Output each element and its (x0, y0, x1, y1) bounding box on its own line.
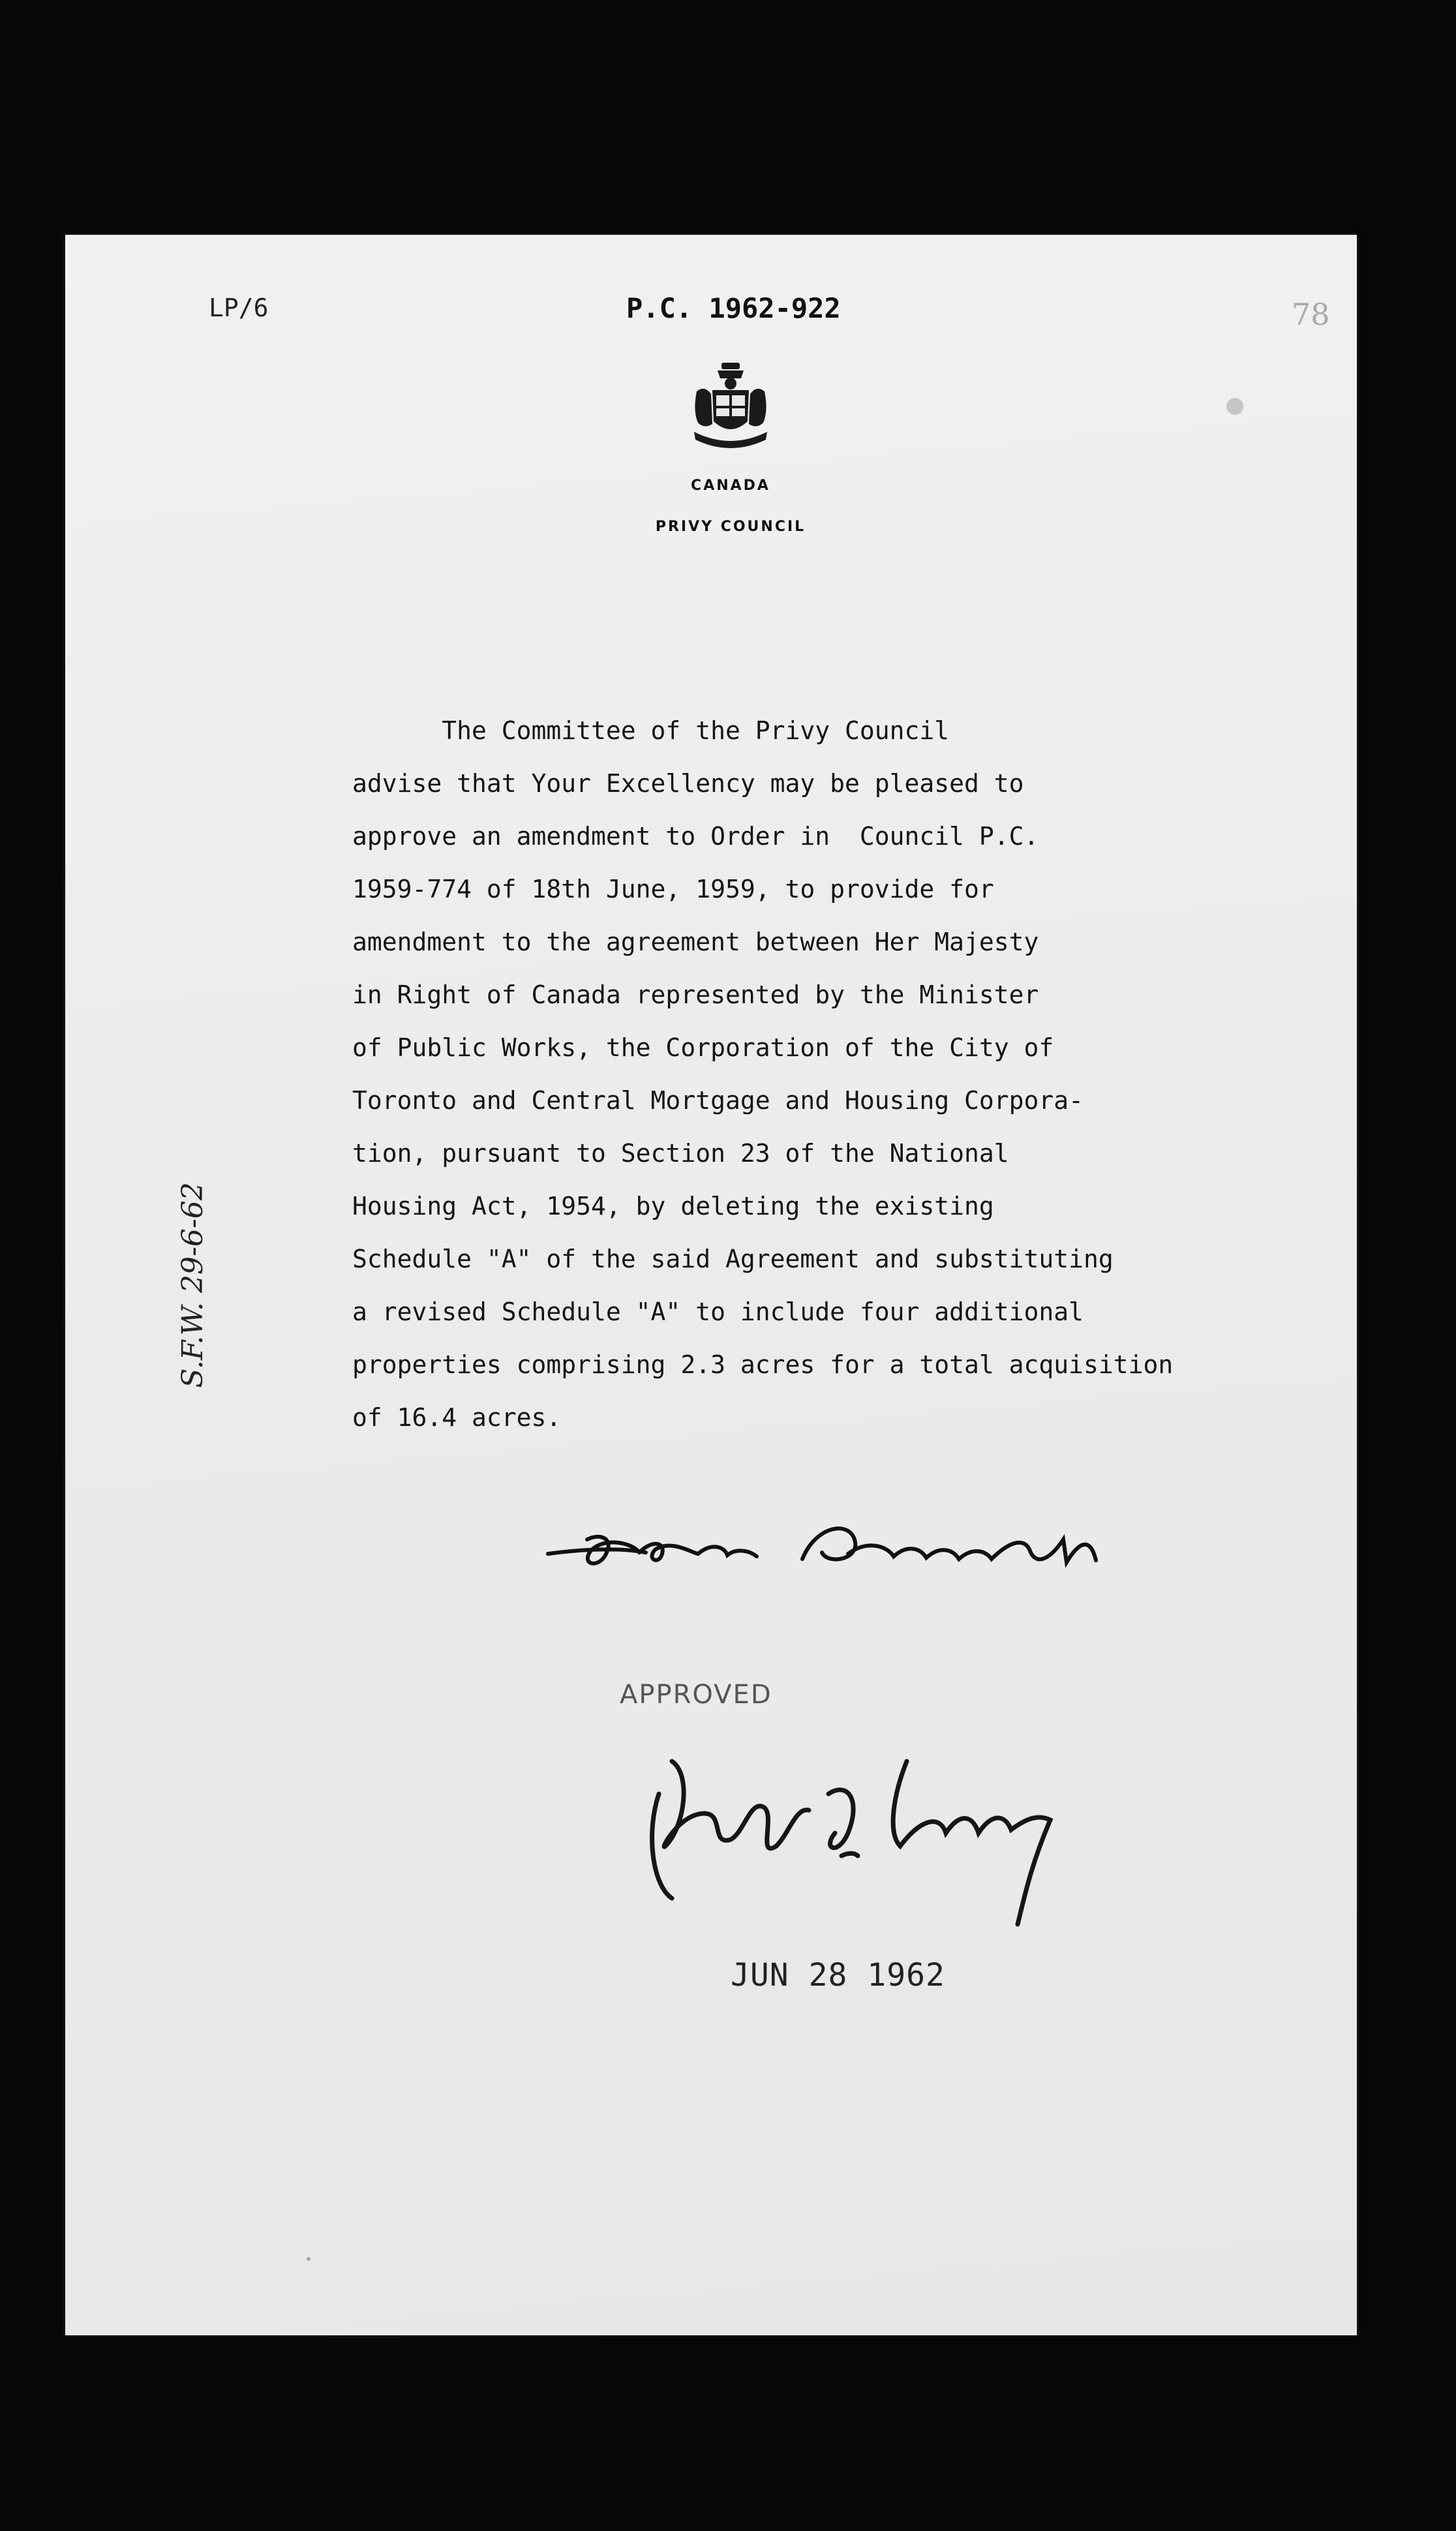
order-number: P.C. 1962-922 (626, 292, 841, 324)
body-line: approve an amendment to Order in Council P.C. (352, 822, 1039, 851)
letterhead-body: PRIVY COUNCIL (655, 519, 806, 535)
folio-number: 78 (1292, 297, 1330, 332)
letterhead-country: CANADA (691, 477, 770, 494)
governor-signature (633, 1735, 1102, 1931)
approval-date-stamp: JUN 28 1962 (731, 1957, 945, 1993)
order-body-text (352, 705, 1331, 1444)
body-line: 1959-774 of 18th June, 1959, to provide for (352, 875, 994, 903)
document-page (65, 235, 1357, 2335)
approved-stamp: APPROVED (620, 1680, 772, 1710)
body-line: advise that Your Excellency may be pleased to (352, 769, 1024, 798)
body-line: properties comprising 2.3 acres for a total acquisition (352, 1350, 1174, 1379)
body-line: a revised Schedule "A" to include four additional (352, 1297, 1084, 1326)
clerk-signature (541, 1513, 1115, 1585)
body-line: The Committee of the Privy Council (352, 716, 950, 745)
file-reference: LP/6 (209, 294, 269, 322)
body-line: in Right of Canada represented by the Minister (352, 980, 1039, 1009)
body-line: Toronto and Central Mortgage and Housing Corpora- (352, 1086, 1084, 1115)
body-line: Schedule "A" of the said Agreement and substituting (352, 1245, 1114, 1273)
body-line: Housing Act, 1954, by deleting the existing (352, 1192, 994, 1220)
body-line: amendment to the agreement between Her Majesty (352, 928, 1039, 956)
canada-coat-of-arms-icon (685, 359, 776, 457)
body-line: of 16.4 acres. (352, 1403, 562, 1432)
body-line: tion, pursuant to Section 23 of the National (352, 1139, 1009, 1168)
paper-speck (1226, 398, 1243, 415)
paper-speck (307, 2257, 311, 2261)
margin-annotation: S.F.W. 29-6-62 (176, 1182, 209, 1388)
body-line: of Public Works, the Corporation of the City of (352, 1033, 1054, 1062)
